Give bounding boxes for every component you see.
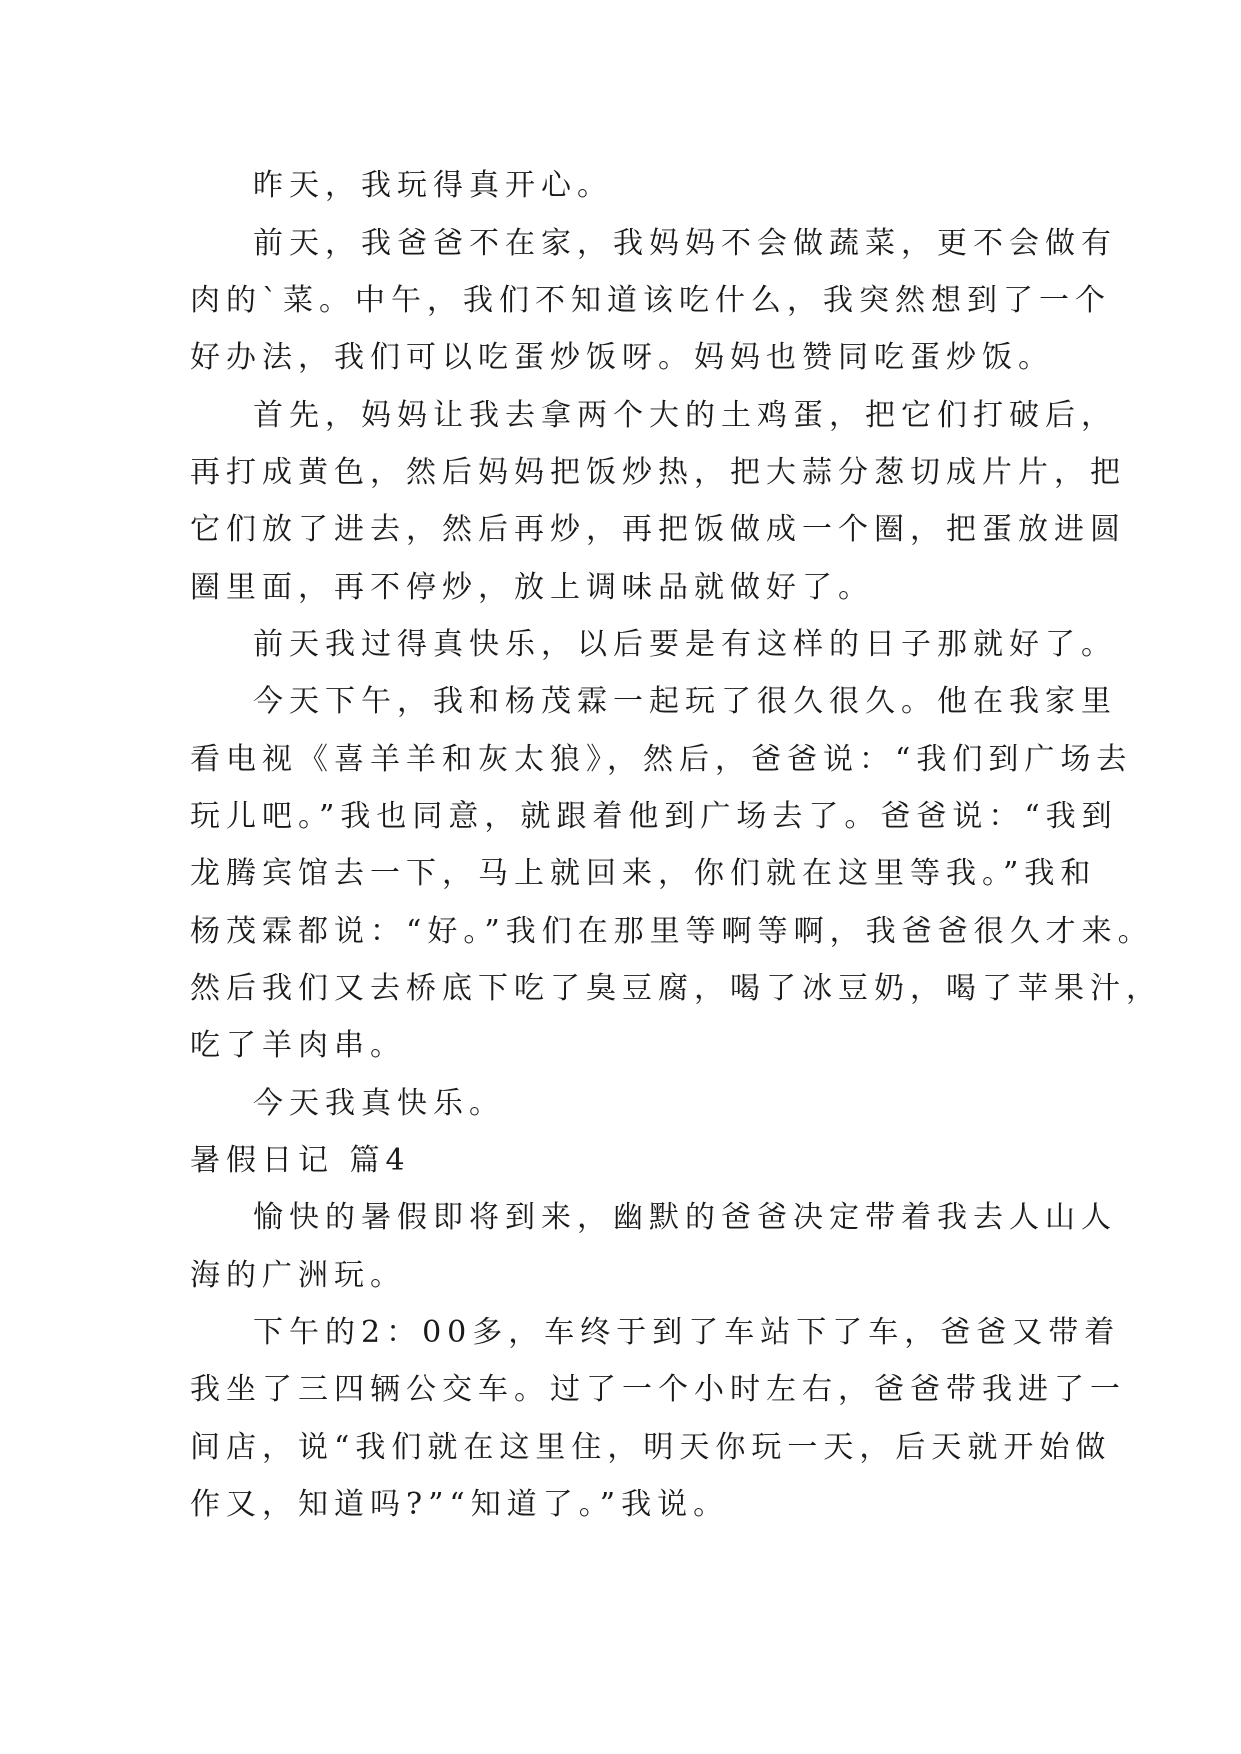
text-line: 然后我们又去桥底下吃了臭豆腐，喝了冰豆奶，喝了苹果汁， [190,971,1162,1006]
text-line: 看电视《喜羊羊和灰太狼》，然后，爸爸说：“我们到广场去 [190,742,1133,777]
text-line: 吃了羊肉串。 [190,1028,406,1063]
text-line: 我坐了三四辆公交车。过了一个小时左右，爸爸带我进了一 [190,1372,1126,1407]
text-line: 下午的2：00多，车终于到了车站下了车，爸爸又带着 [253,1315,1121,1350]
text-line: 龙腾宾馆去一下，马上就回来，你们就在这里等我。”我和 [190,856,1097,891]
text-line: 前天，我爸爸不在家，我妈妈不会做蔬菜，更不会做有 [253,226,1117,261]
text-line: 愉快的暑假即将到来，幽默的爸爸决定带着我去人山人 [253,1200,1117,1235]
text-line: 圈里面，再不停炒，放上调味品就做好了。 [190,570,874,605]
text-line: 杨茂霖都说：“好。”我们在那里等啊等啊，我爸爸很久才来。 [190,914,1154,949]
text-line: 好办法，我们可以吃蛋炒饭呀。妈妈也赞同吃蛋炒饭。 [190,340,1054,375]
text-line: 首先，妈妈让我去拿两个大的土鸡蛋，把它们打破后， [253,398,1117,433]
text-line: 海的广洲玩。 [190,1258,406,1293]
text-line: 今天下午，我和杨茂霖一起玩了很久很久。他在我家里 [253,684,1117,719]
text-line: 间店，说“我们就在这里住，明天你玩一天，后天就开始做 [190,1430,1112,1465]
text-line: 今天我真快乐。 [253,1086,505,1121]
section-heading: 暑假日记 篇4 [190,1143,411,1178]
text-line: 它们放了进去，然后再炒，再把饭做成一个圈，把蛋放进圆 [190,512,1126,547]
text-line: 作又，知道吗?”“知道了。”我说。 [190,1487,730,1522]
text-line: 肉的`菜。中午，我们不知道该吃什么，我突然想到了一个 [190,283,1111,318]
text-line: 前天我过得真快乐，以后要是有这样的日子那就好了。 [253,627,1117,662]
text-line: 昨天，我玩得真开心。 [253,168,613,203]
text-line: 再打成黄色，然后妈妈把饭炒热，把大蒜分葱切成片片，把 [190,455,1126,490]
text-line: 玩儿吧。”我也同意，就跟着他到广场去了。爸爸说：“我到 [190,799,1118,834]
